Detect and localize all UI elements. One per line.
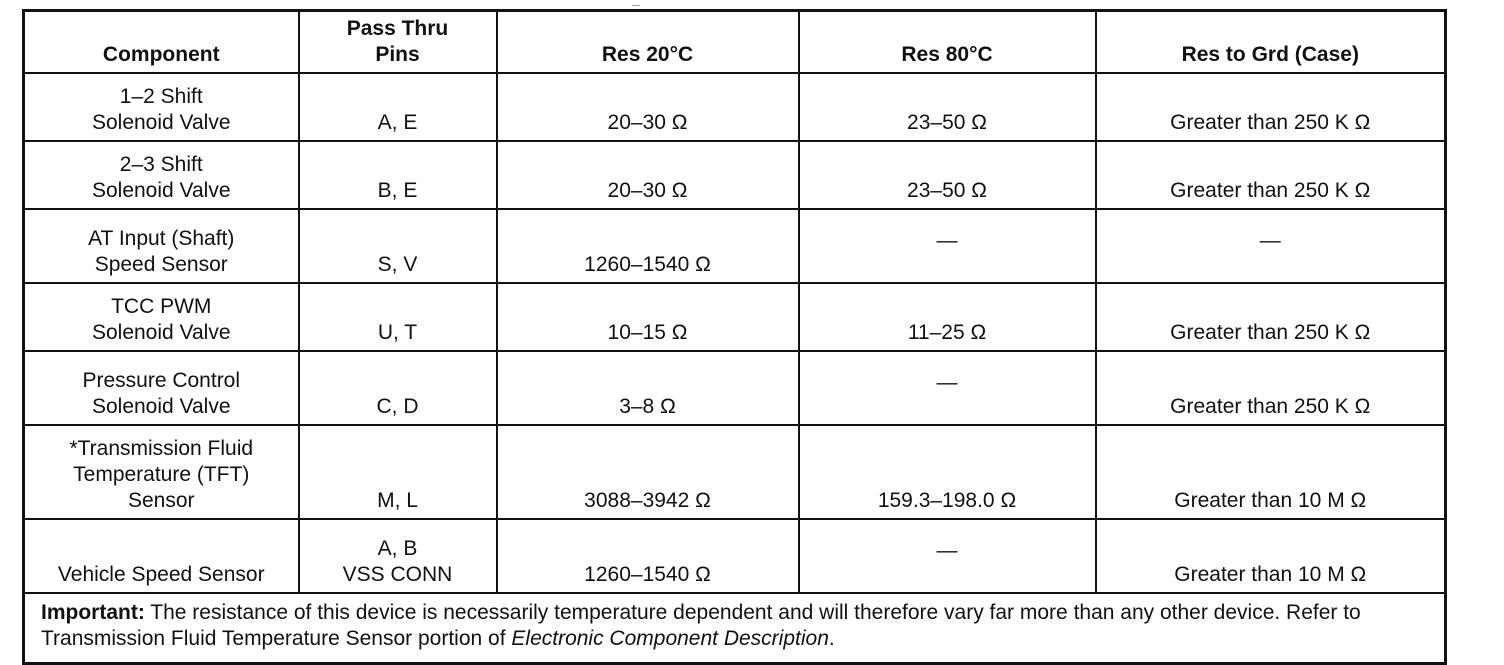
header-res-to-ground: Res to Grd (Case) <box>1096 11 1446 74</box>
component-name-line: TCC PWM <box>111 295 212 318</box>
cell-component <box>24 425 299 519</box>
cell-pins <box>299 209 497 283</box>
cell-res-20c-value: 20–30 Ω <box>607 179 688 202</box>
header-res-20c: Res 20°C <box>497 11 799 74</box>
cell-res-to-ground <box>1096 73 1446 141</box>
header-row <box>24 11 1446 74</box>
component-name-line: Speed Sensor <box>94 253 228 276</box>
pins-line: C, D <box>376 395 419 418</box>
component-name-line: Solenoid Valve <box>91 395 231 418</box>
cell-component <box>24 209 299 283</box>
cell-res-80c <box>799 425 1096 519</box>
table-row <box>24 283 1446 351</box>
cell-res-to-ground-value: Greater than 250 K Ω <box>1170 179 1371 202</box>
table-row <box>24 351 1446 425</box>
component-name-line: Temperature (TFT) <box>73 463 250 486</box>
cell-res-80c-value: — <box>936 371 958 394</box>
cell-res-80c <box>799 209 1096 283</box>
cell-res-20c <box>497 351 799 425</box>
note-end: . <box>828 627 835 650</box>
cell-res-to-ground <box>1096 283 1446 351</box>
note-body: The resistance of this device is necessarily temperature dependent and will therefore vary far more than any other device. Refer to Transmission Fluid Temperature Sensor portion of <box>41 601 1361 650</box>
note-reference: Electronic Component Description <box>511 627 829 650</box>
component-name-line: Solenoid Valve <box>91 111 231 134</box>
cell-res-to-ground-value: — <box>1259 229 1281 252</box>
cell-pins <box>299 351 497 425</box>
cell-res-80c <box>799 351 1096 425</box>
note-row <box>24 593 1446 664</box>
cell-res-to-ground <box>1096 141 1446 209</box>
cell-res-20c-value: 10–15 Ω <box>607 321 688 344</box>
pins-line: S, V <box>377 253 418 276</box>
cell-res-to-ground-value: Greater than 10 M Ω <box>1174 489 1367 512</box>
header-component: Component <box>24 11 299 74</box>
cell-res-80c-value: — <box>936 539 958 562</box>
cell-component <box>24 519 299 593</box>
important-note <box>24 593 1446 664</box>
component-name-line: Solenoid Valve <box>91 321 231 344</box>
header-pins-line-2: Pins <box>375 43 420 66</box>
component-name-line: Sensor <box>127 489 195 512</box>
cell-res-20c <box>497 209 799 283</box>
component-name-line: *Transmission Fluid <box>69 437 254 460</box>
cell-res-80c-value: 23–50 Ω <box>907 179 987 202</box>
cell-res-to-ground-value: Greater than 250 K Ω <box>1170 321 1371 344</box>
component-name-line: 1–2 Shift <box>119 85 203 108</box>
table-row <box>24 73 1446 141</box>
cell-res-to-ground <box>1096 519 1446 593</box>
header-res-80c: Res 80°C <box>799 11 1096 74</box>
pins-line: U, T <box>377 321 418 344</box>
cell-res-20c-value: 1260–1540 Ω <box>584 563 711 586</box>
scan-mark <box>632 5 640 6</box>
pins-line: VSS CONN <box>342 563 453 586</box>
cell-res-80c-value: — <box>936 229 958 252</box>
component-name-line: 2–3 Shift <box>119 153 203 176</box>
cell-pins <box>299 141 497 209</box>
cell-res-to-ground-value: Greater than 250 K Ω <box>1170 395 1371 418</box>
cell-res-20c <box>497 519 799 593</box>
cell-res-20c <box>497 141 799 209</box>
resistance-spec-table <box>22 9 1447 665</box>
component-name-line: AT Input (Shaft) <box>88 227 235 250</box>
pins-line: M, L <box>377 489 418 512</box>
cell-res-to-ground <box>1096 209 1446 283</box>
cell-component <box>24 283 299 351</box>
cell-res-80c <box>799 73 1096 141</box>
cell-component <box>24 73 299 141</box>
cell-res-80c-value: 159.3–198.0 Ω <box>877 489 1017 512</box>
cell-res-20c-value: 1260–1540 Ω <box>584 253 711 276</box>
component-name-line: Vehicle Speed Sensor <box>57 563 265 586</box>
cell-res-80c <box>799 141 1096 209</box>
pins-line: A, E <box>377 111 418 134</box>
cell-res-to-ground <box>1096 351 1446 425</box>
cell-component <box>24 141 299 209</box>
header-pins-line-1: Pass Thru <box>346 17 449 40</box>
cell-res-20c <box>497 425 799 519</box>
cell-pins <box>299 283 497 351</box>
cell-pins <box>299 73 497 141</box>
cell-res-80c <box>799 283 1096 351</box>
table-body <box>24 73 1446 593</box>
cell-component <box>24 351 299 425</box>
cell-res-20c-value: 3–8 Ω <box>619 395 676 418</box>
note-lead: Important: <box>41 601 145 624</box>
component-name-line: Pressure Control <box>82 369 241 392</box>
cell-res-to-ground-value: Greater than 10 M Ω <box>1174 563 1367 586</box>
cell-res-to-ground-value: Greater than 250 K Ω <box>1170 111 1371 134</box>
table-row <box>24 141 1446 209</box>
table-row <box>24 519 1446 593</box>
cell-res-20c <box>497 283 799 351</box>
table-row <box>24 425 1446 519</box>
pins-line: B, E <box>377 179 418 202</box>
component-name-line: Solenoid Valve <box>91 179 231 202</box>
cell-res-80c-value: 23–50 Ω <box>907 111 987 134</box>
cell-pins <box>299 425 497 519</box>
cell-res-80c-value: 11–25 Ω <box>907 321 987 344</box>
cell-res-80c <box>799 519 1096 593</box>
table-row <box>24 209 1446 283</box>
cell-res-20c <box>497 73 799 141</box>
cell-res-20c-value: 3088–3942 Ω <box>584 489 711 512</box>
pins-line: A, B <box>377 537 418 560</box>
cell-res-20c-value: 20–30 Ω <box>607 111 688 134</box>
cell-res-to-ground <box>1096 425 1446 519</box>
header-pass-thru-pins <box>299 11 497 74</box>
cell-pins <box>299 519 497 593</box>
